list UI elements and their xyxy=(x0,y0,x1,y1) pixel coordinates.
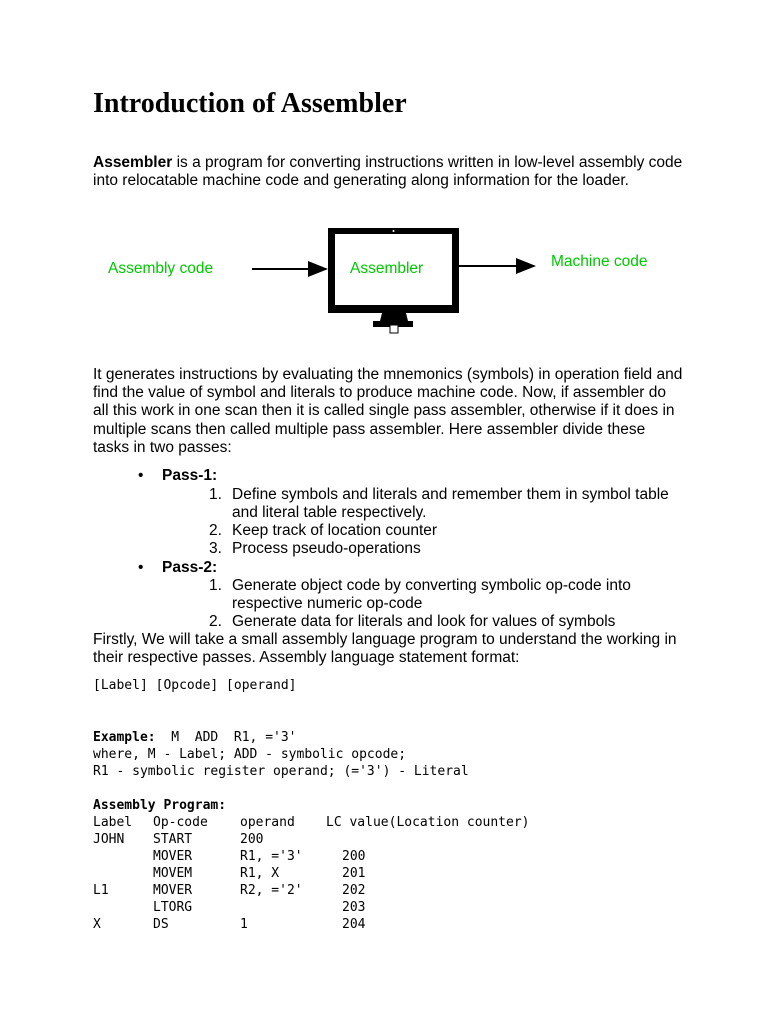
pass1-bullet: • xyxy=(138,467,144,484)
table-header: Label xyxy=(93,815,133,830)
example-label: Example: xyxy=(93,730,156,745)
intro-program-paragraph: Firstly, We will take a small assembly language program to understand the working in their respective passes. Assembly language statement format: xyxy=(93,631,677,667)
table-cell: 201 xyxy=(342,866,366,881)
table-cell: 202 xyxy=(342,883,366,898)
table-header: operand xyxy=(240,815,295,830)
table-cell: L1 xyxy=(93,883,109,898)
table-cell: X xyxy=(93,917,101,932)
pass1-step-text: Keep track of location counter xyxy=(232,522,438,539)
pass2-bullet: • xyxy=(138,559,144,576)
explanation-paragraph: It generates instructions by evaluating the mnemonics (symbols) in operation field and find the value of symbol and literals to produce machine code. Now, if assembler do all this work in one scan then it is called single pass assembler, otherwise if it does in multiple scans then called multiple pass assembler. Here assembler divide these tasks in two passes: xyxy=(93,366,683,456)
table-cell: LTORG xyxy=(153,900,193,915)
pass1-step-text: Process pseudo-operations xyxy=(232,540,421,557)
table-cell: 1 xyxy=(240,917,248,932)
pass1-label: Pass-1: xyxy=(162,467,218,484)
table-cell: 203 xyxy=(342,900,366,915)
pass2-label: Pass-2: xyxy=(162,559,218,576)
pass1-step-text: Define symbols and literals and remember them in symbol table and literal table respectively. xyxy=(232,486,669,522)
table-header: LC value(Location counter) xyxy=(326,815,530,830)
example-code: M ADD R1, ='3' xyxy=(155,730,297,745)
intro-paragraph xyxy=(93,154,683,190)
monitor-stand xyxy=(380,313,408,321)
intro-text: is a program for converting instructions written in low-level assembly code into relocatable machine code and generating along information for the loader. xyxy=(93,154,683,190)
table-header: Op-code xyxy=(153,815,208,830)
monitor-camera xyxy=(393,230,395,232)
pass2-step-text: Generate data for literals and look for values of symbols xyxy=(232,613,616,630)
example-line xyxy=(93,729,297,746)
pass1-step-num: 1. xyxy=(209,486,222,503)
table-cell: JOHN xyxy=(93,832,125,847)
table-cell: 200 xyxy=(342,849,366,864)
page-title: Introduction of Assembler xyxy=(93,88,407,119)
input-label: Assembly code xyxy=(108,260,214,277)
intro-term: Assembler xyxy=(93,154,173,171)
output-label: Machine code xyxy=(551,253,648,270)
pass2-step-num: 1. xyxy=(209,577,222,594)
table-cell: R1, ='3' xyxy=(240,849,303,864)
table-cell: 204 xyxy=(342,917,366,932)
table-cell: MOVER xyxy=(153,849,193,864)
table-cell: MOVEM xyxy=(153,866,193,881)
power-icon xyxy=(390,325,398,333)
assembler-diagram xyxy=(100,225,680,335)
table-cell: R2, ='2' xyxy=(240,883,303,898)
pass2-step-num: 2. xyxy=(209,613,222,630)
pass2-step-text: Generate object code by converting symbolic op-code into respective numeric op-code xyxy=(232,577,631,613)
table-cell: DS xyxy=(153,917,169,932)
pass1-step-num: 3. xyxy=(209,540,222,557)
table-cell: START xyxy=(153,832,193,847)
table-cell: R1, X xyxy=(240,866,280,881)
pass1-step-num: 2. xyxy=(209,522,222,539)
table-cell: MOVER xyxy=(153,883,193,898)
program-heading: Assembly Program: xyxy=(93,798,227,813)
table-cell: 200 xyxy=(240,832,264,847)
example-where-line: where, M - Label; ADD - symbolic opcode; xyxy=(93,747,407,762)
box-label: Assembler xyxy=(350,260,424,277)
example-where-line: R1 - symbolic register operand; (='3') - Literal xyxy=(93,764,469,779)
statement-format: [Label] [Opcode] [operand] xyxy=(93,678,297,693)
